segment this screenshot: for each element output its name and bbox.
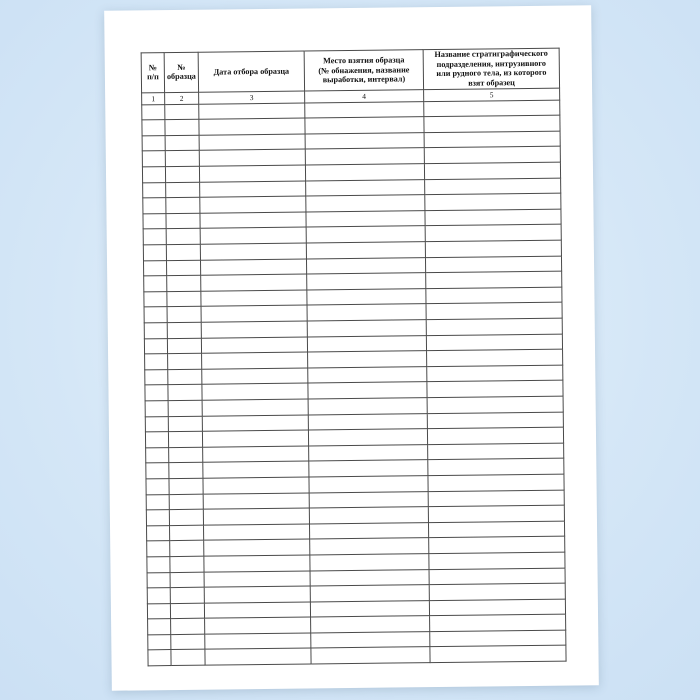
table-cell[interactable] (199, 134, 305, 151)
table-cell[interactable] (308, 429, 427, 446)
table-cell[interactable] (204, 570, 310, 587)
table-cell[interactable] (309, 522, 428, 539)
table-cell[interactable] (145, 432, 168, 448)
table-cell[interactable] (430, 630, 566, 647)
table-cell[interactable] (147, 603, 170, 619)
table-cell[interactable] (204, 555, 310, 572)
table-cell[interactable] (429, 568, 565, 585)
table-cell[interactable] (428, 505, 564, 522)
table-cell[interactable] (142, 135, 165, 151)
table-cell[interactable] (199, 118, 305, 135)
table-cell[interactable] (168, 369, 202, 385)
table-cell[interactable] (305, 148, 424, 165)
table-cell[interactable] (168, 400, 202, 416)
table-cell[interactable] (165, 166, 199, 182)
table-cell[interactable] (148, 634, 171, 650)
table-cell[interactable] (142, 151, 165, 167)
table-cell[interactable] (426, 303, 562, 320)
header-line: п/п (147, 72, 159, 82)
table-cell[interactable] (166, 197, 200, 213)
table-cell[interactable] (200, 212, 306, 229)
table-cell[interactable] (200, 243, 306, 260)
table-cell[interactable] (144, 276, 167, 292)
table-cell[interactable] (427, 427, 563, 444)
table-cell[interactable] (306, 226, 425, 243)
table-cell[interactable] (144, 291, 167, 307)
header-line: Название стратиграфического (434, 48, 548, 60)
header-cell-sample-no (164, 52, 198, 92)
table-cell[interactable] (202, 368, 308, 385)
table-cell[interactable] (424, 100, 560, 117)
table-cell[interactable] (168, 353, 202, 369)
table-cell[interactable] (428, 443, 564, 460)
table-cell[interactable] (165, 119, 199, 135)
table-cell[interactable] (167, 307, 201, 323)
table-cell[interactable] (308, 351, 427, 368)
table-cell[interactable] (147, 525, 170, 541)
table-cell[interactable] (204, 602, 310, 619)
table-cell[interactable] (424, 131, 560, 148)
header-line: или рудного тела, из которого (436, 68, 547, 79)
table-cell[interactable] (167, 338, 201, 354)
table-cell[interactable] (166, 213, 200, 229)
table-cell[interactable] (143, 213, 166, 229)
table-cell[interactable] (205, 633, 311, 650)
table-cell[interactable] (166, 244, 200, 260)
table-cell[interactable] (306, 242, 425, 259)
table-cell[interactable] (170, 587, 204, 603)
table-cell[interactable] (429, 599, 565, 616)
table-cell[interactable] (425, 225, 561, 242)
table-cell[interactable] (170, 556, 204, 572)
table-cell[interactable] (170, 572, 204, 588)
table-cell[interactable] (170, 603, 204, 619)
table-cell[interactable] (309, 444, 428, 461)
table-cell[interactable] (200, 259, 306, 276)
table-cell[interactable] (171, 634, 205, 650)
table-row[interactable] (148, 646, 566, 666)
table-cell[interactable] (145, 416, 168, 432)
table-cell[interactable] (429, 583, 565, 600)
table-cell[interactable] (427, 380, 563, 397)
table-cell[interactable] (143, 245, 166, 261)
table-cell[interactable] (425, 178, 561, 195)
header-line: подразделения, интрузивного (436, 58, 547, 69)
table-cell[interactable] (143, 229, 166, 245)
form-area (141, 48, 566, 653)
table-cell[interactable] (428, 521, 564, 538)
header-line: № (148, 62, 157, 72)
table-cell[interactable] (305, 101, 424, 118)
table-cell[interactable] (424, 162, 560, 179)
header-line: выработки, интервал) (322, 74, 406, 85)
header-line: № (177, 62, 186, 72)
table-cell[interactable] (169, 478, 203, 494)
table-cell[interactable] (167, 291, 201, 307)
table-cell[interactable] (202, 352, 308, 369)
table-cell[interactable] (148, 650, 171, 666)
table-cell[interactable] (308, 382, 427, 399)
table-cell[interactable] (203, 477, 309, 494)
table-cell[interactable] (200, 196, 306, 213)
table-cell[interactable] (307, 273, 426, 290)
table-cell[interactable] (428, 474, 564, 491)
table-cell[interactable] (145, 385, 168, 401)
table-cell[interactable] (307, 320, 426, 337)
table-cell[interactable] (310, 569, 429, 586)
table-cell[interactable] (204, 586, 310, 603)
table-cell[interactable] (201, 337, 307, 354)
table-cell[interactable] (168, 385, 202, 401)
table-cell[interactable] (171, 618, 205, 634)
table-cell[interactable] (425, 193, 561, 210)
column-number-cell: 4 (305, 89, 424, 102)
table-cell[interactable] (310, 538, 429, 555)
table-cell[interactable] (142, 120, 165, 136)
table-cell[interactable] (307, 288, 426, 305)
table-cell[interactable] (168, 431, 202, 447)
table-cell[interactable] (428, 490, 564, 507)
header-line: (№ обнажения, название (318, 64, 410, 75)
table-cell[interactable] (200, 227, 306, 244)
table-cell[interactable] (203, 524, 309, 541)
table-cell[interactable] (202, 415, 308, 432)
table-cell[interactable] (203, 446, 309, 463)
table-cell[interactable] (309, 460, 428, 477)
table-cell[interactable] (308, 366, 427, 383)
header-cell-strat (423, 48, 559, 89)
table-cell[interactable] (306, 257, 425, 274)
table-cell[interactable] (311, 647, 430, 664)
column-number-cell: 2 (165, 92, 199, 104)
table-cell[interactable] (311, 616, 430, 633)
table-cell[interactable] (426, 287, 562, 304)
table-cell[interactable] (145, 354, 168, 370)
table-cell[interactable] (147, 572, 170, 588)
table-cell[interactable] (165, 135, 199, 151)
header-cell-np (141, 53, 164, 93)
table-cell[interactable] (148, 619, 171, 635)
table-cell[interactable] (311, 632, 430, 649)
table-cell[interactable] (205, 648, 311, 665)
table-cell[interactable] (306, 195, 425, 212)
table-cell[interactable] (169, 447, 203, 463)
table-cell[interactable] (308, 413, 427, 430)
table-cell[interactable] (165, 151, 199, 167)
table-cell[interactable] (427, 349, 563, 366)
table-cell[interactable] (169, 463, 203, 479)
table-cell[interactable] (170, 541, 204, 557)
table-cell[interactable] (426, 318, 562, 335)
blank-rows-body (142, 100, 566, 666)
table-cell[interactable] (169, 509, 203, 525)
table-cell[interactable] (430, 614, 566, 631)
table-cell[interactable] (425, 240, 561, 257)
table-cell[interactable] (306, 211, 425, 228)
table-cell[interactable] (166, 182, 200, 198)
table-cell[interactable] (145, 401, 168, 417)
table-cell[interactable] (144, 338, 167, 354)
table-cell[interactable] (426, 271, 562, 288)
table-cell[interactable] (169, 525, 203, 541)
header-line: взят образец (468, 78, 515, 88)
table-cell[interactable] (143, 198, 166, 214)
table-cell[interactable] (199, 149, 305, 166)
paper-sheet (104, 5, 599, 690)
table-cell[interactable] (166, 229, 200, 245)
table-cell[interactable] (426, 334, 562, 351)
table-cell[interactable] (200, 181, 306, 198)
table-cell[interactable] (143, 182, 166, 198)
table-cell[interactable] (427, 412, 563, 429)
table-cell[interactable] (305, 133, 424, 150)
column-number-cell: 1 (142, 92, 165, 104)
table-cell[interactable] (201, 321, 307, 338)
table-cell[interactable] (203, 493, 309, 510)
table-cell[interactable] (305, 164, 424, 181)
header-cell-date (198, 51, 304, 92)
table-cell[interactable] (306, 179, 425, 196)
table-cell[interactable] (144, 323, 167, 339)
table-cell[interactable] (310, 554, 429, 571)
table-header (141, 48, 559, 92)
table-cell[interactable] (425, 256, 561, 273)
table-cell[interactable] (142, 167, 165, 183)
column-number-cell: 5 (424, 88, 560, 102)
table-cell[interactable] (202, 430, 308, 447)
table-cell[interactable] (146, 479, 169, 495)
table-cell[interactable] (147, 556, 170, 572)
table-cell[interactable] (143, 260, 166, 276)
table-cell[interactable] (309, 491, 428, 508)
table-cell[interactable] (201, 274, 307, 291)
table-cell[interactable] (199, 165, 305, 182)
table-cell[interactable] (146, 463, 169, 479)
table-cell[interactable] (424, 147, 560, 164)
table-cell[interactable] (307, 304, 426, 321)
table-cell[interactable] (428, 458, 564, 475)
table-cell[interactable] (146, 494, 169, 510)
table-cell[interactable] (305, 117, 424, 134)
table-cell[interactable] (144, 307, 167, 323)
table-cell[interactable] (205, 617, 311, 634)
table-cell[interactable] (203, 508, 309, 525)
table-cell[interactable] (201, 305, 307, 322)
table-cell[interactable] (168, 416, 202, 432)
table-cell[interactable] (145, 369, 168, 385)
table-cell[interactable] (203, 461, 309, 478)
header-line: образца (166, 72, 196, 82)
table-cell[interactable] (308, 398, 427, 415)
header-cell-place (304, 50, 423, 91)
table-cell[interactable] (165, 104, 199, 120)
table-cell[interactable] (199, 103, 305, 120)
table-cell[interactable] (167, 275, 201, 291)
table-cell[interactable] (202, 399, 308, 416)
table-cell[interactable] (427, 365, 563, 382)
table-cell[interactable] (427, 396, 563, 413)
table-cell[interactable] (169, 494, 203, 510)
table-cell[interactable] (309, 507, 428, 524)
header-line: Место взятия образца (323, 55, 405, 66)
table-cell[interactable] (309, 476, 428, 493)
table-cell[interactable] (146, 510, 169, 526)
table-cell[interactable] (425, 209, 561, 226)
header-line: Дата отбора образца (213, 66, 290, 77)
table-cell[interactable] (310, 600, 429, 617)
table-cell[interactable] (147, 588, 170, 604)
table-cell[interactable] (429, 536, 565, 553)
table-cell[interactable] (167, 322, 201, 338)
column-number-cell: 3 (199, 91, 305, 104)
table-cell[interactable] (204, 539, 310, 556)
table-cell[interactable] (147, 541, 170, 557)
table-cell[interactable] (307, 335, 426, 352)
table-header-row (141, 48, 559, 92)
table-cell[interactable] (424, 115, 560, 132)
table-cell[interactable] (430, 646, 566, 663)
table-cell[interactable] (166, 260, 200, 276)
table-cell[interactable] (429, 552, 565, 569)
table-cell[interactable] (310, 585, 429, 602)
sample-log-table (141, 48, 567, 667)
table-cell[interactable] (142, 104, 165, 120)
table-cell[interactable] (146, 447, 169, 463)
table-cell[interactable] (202, 383, 308, 400)
table-cell[interactable] (201, 290, 307, 307)
table-cell[interactable] (171, 650, 205, 666)
